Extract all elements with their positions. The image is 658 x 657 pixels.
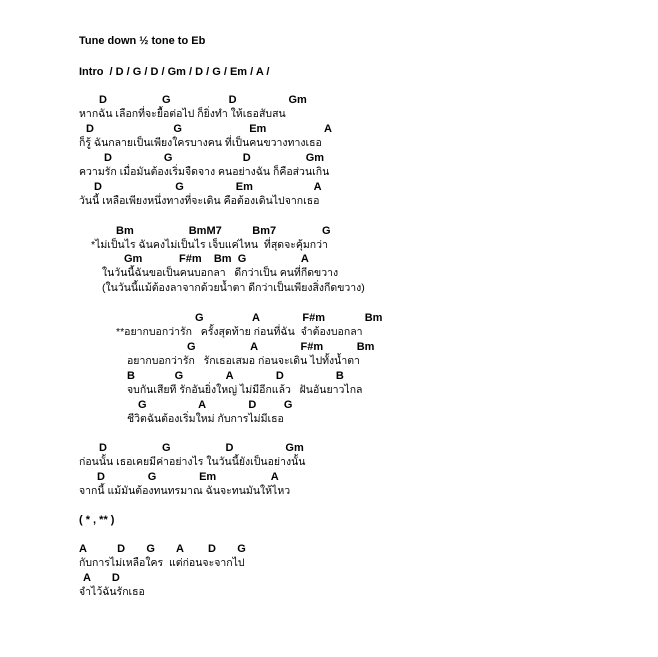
chord-line: D G Em A [86,123,332,135]
lyric-line: อยากบอกว่ารัก รักเธอเสมอ ก่อนจะเดิน ไปทั้งน้ำตา [127,355,360,367]
chord-line: D G Em A [97,471,279,483]
chord-line: D G D Gm [99,442,304,454]
lyric-line: (ในวันนี้แม้ต้องลาจากด้วยน้ำตา ดีกว่าเป็นเพียงสิ่งกีดขวาง) [102,282,365,294]
chord-line: Gm F#m Bm G A [124,253,309,265]
lyric-line: วันนี้ เหลือเพียงหนึ่งทางที่จะเดิน คือต้องเดินไปจากเธอ [79,195,320,207]
chord-line: G A F#m Bm [195,312,383,324]
chord-line: D G D Gm [104,152,325,164]
chord-line: D G D Gm [99,94,307,106]
lyric-line: จากนี้ แม้มันต้องทนทรมาณ ฉันจะทนมันให้ไหว [79,485,291,497]
chord-line: B G A D B [127,370,344,382]
chord-line: G A D G [138,399,293,411]
lyric-line: **อยากบอกว่ารัก ครั้งสุดท้าย ก่อนที่ฉัน จำต้องบอกลา [116,326,363,338]
lyric-line: *ไม่เป็นไร ฉันคงไม่เป็นไร เจ็บแค่ไหน ที่สุดจะคุ้มกว่า [91,239,328,251]
chord-line: A D G A D G [79,543,246,555]
chord-line: D G Em A [94,181,322,193]
lyric-line: ชีวิตฉันต้องเริ่มใหม่ กับการไม่มีเธอ [127,413,284,425]
lyric-line: กับการไม่เหลือใคร แต่ก่อนจะจากไป [79,557,245,569]
lyric-line: จบกันเสียที รักอันยิ่งใหญ่ ไม่มีอีกแล้ว ฝันอันยาวไกล [127,384,363,396]
chord-line: A D [83,572,120,584]
song-title: Tune down ½ tone to Eb [79,35,206,47]
repeat-marker: ( * , ** ) [79,514,115,526]
chord-line: G A F#m Bm [187,341,375,353]
lyric-line: หากฉัน เลือกที่จะยื้อต่อไป ก็ยิ่งทำ ให้เธอสับสน [79,108,286,120]
lyric-line: ความรัก เมื่อมันต้องเริ่มจืดจาง คนอย่างฉัน ก็คือส่วนเกิน [79,166,330,178]
lyric-line: ก่อนนั้น เธอเคยมีค่าอย่างไร ในวันนี้ยังเป็นอย่างนั้น [79,456,306,468]
lyric-line: ก็รู้ ฉันกลายเป็นเพียงใครบางคน ที่เป็นคนขวางทางเธอ [79,137,322,149]
intro-line: Intro / D / G / D / Gm / D / G / Em / A / [79,66,270,78]
lyric-line: จำไว้ฉันรักเธอ [79,586,145,598]
chord-line: Bm BmM7 Bm7 G [116,225,331,237]
lyric-line: ในวันนี้ฉันขอเป็นคนบอกลา ดีกว่าเป็น คนที่กีดขวาง [102,267,339,279]
